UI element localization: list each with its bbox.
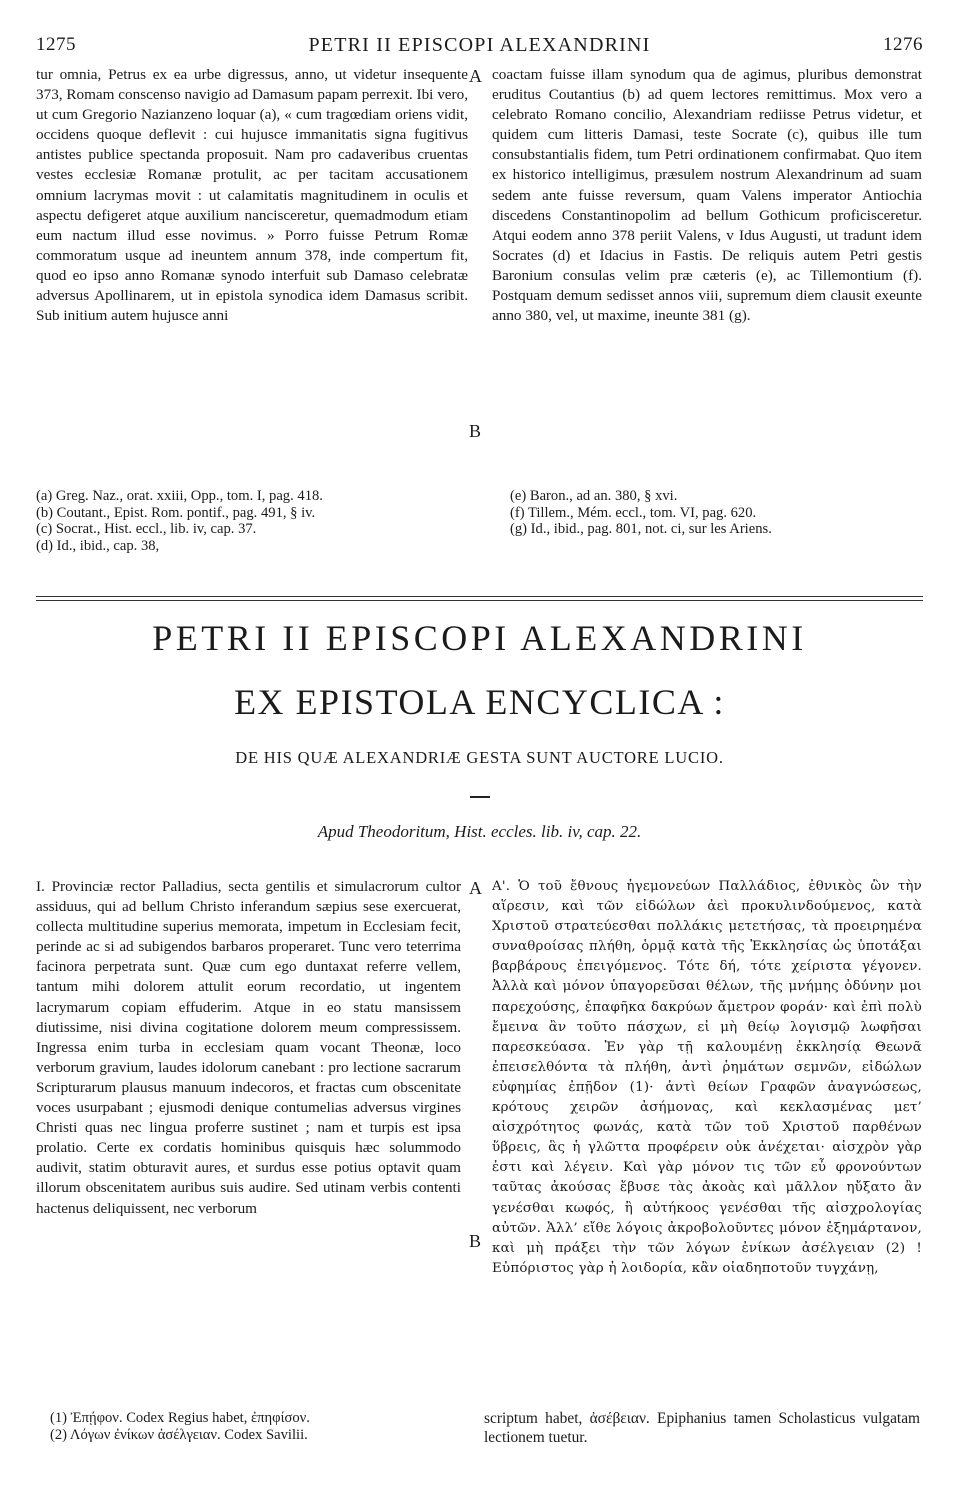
running-header [36,34,923,60]
upper-right-column [492,65,922,326]
latin-text: I. Provinciæ rector Palladius, secta gentilis et simulacrorum cultor assiduus, qui ad bellum Christo inferandum sæpius sese exercuerat, collecta multitudine superius memorata, impetum in Ecclesiam fecit, perinde ac si ad subigendos barbaros properaret. Tunc vero teterrima facinora perpetrata sunt. Quæ cum ego duntaxat referre vellem, tantum mihi dolorem attulit eorum recordatio, ut ingentem lacrymarum copiam effuderim. Atque in eo statu mansissem diutissime, nisi divina cogitatione dolorem meum compressissem. Ingressa enim turba in ecclesiam quam vocant Theonæ, loco verborum gravium, laudes idolorum canebant : pro lectione sacrarum Scripturarum plausus manuum indecoros, et fractas cum obscenitate voces usurpabant ; ejusmodi denique contumelias adversus virgines Christi quas nec lingua proferre sustinet ; nam et turpis est ipsa prolatio. Certe ex cordatis hominibus quisquis hæc solummodo audivit, statim obturavit aures, et surdus esse potius optavit quam illorum obscenitatem auribus suis audire. Sed utinam verbis contenti hactenus deliquissent, nec verborum [36,878,461,1217]
footnote: (a) Greg. Naz., orat. xxiii, Opp., tom. I, pag. 418. [36,488,323,504]
title-subject: DE HIS QUÆ ALEXANDRIÆ GESTA SUNT AUCTORE LUCIO. [235,748,724,767]
latin-column [36,877,461,1219]
upper-left-column [36,65,468,326]
title-dash [470,796,490,798]
greek-column [492,877,922,1279]
greek-text: Α'. Ὁ τοῦ ἔθνους ἡγεμονεύων Παλλάδιος, ἐθνικὸς ὢν τὴν αἵρεσιν, καὶ τῶν εἰδώλων ἀεὶ προκυλινδούμενος, κατὰ Χριστοῦ στρατεύεσθαι πολλάκις μετετήσας, τὰ προειρημένα συναθροίσας πλήθη, ὁρμᾷ κατὰ τῆς Ἐκκλησίας ὡς ὑποτάξαι βαρβάρους ἐπειγόμενος. Τότε δή, τότε χείριστα γέγονεν. Ἀλλὰ καὶ μόνον ὑπαγορεῦσαι θέλων, τῆς μνήμης ὀδύνην μοι παρεχούσης, ἐπαφῆκα δακρύων ἄμετρον φοράν· καὶ ἐπὶ πολὺ ἔμεινα ἂν τοῦτο πάσχων, εἰ μὴ θείῳ λογισμῷ λωφῆσαι παρεσκεύασα. Ἐν γὰρ τῇ καλουμένῃ ἐκκλησίᾳ Θεωνᾶ ἐπεισελθόντα τὰ πλήθη, ἀντὶ ῥημάτων σεμνῶν, εἰδώλων εὐφημίας ἐπῇδον (1)· ἀντὶ θείων Γραφῶν ἀναγνώσεως, κρότους χειρῶν ἀσήμονας, καὶ κεκλασμένας μετ’ αἰσχρότητος φωνάς, κατὰ τῶν τοῦ Χριστοῦ παρθένων ὕβρεις, ἃς ἡ γλῶττα προφέρειν οὐκ ἀνέχεται· αἰσχρὸν γὰρ ἐστι καὶ λέγειν. Καὶ γὰρ μόνον τις τῶν εὖ φρονούντων ταῦτας ἀκούσας ἔβυσε τὰς ἀκοὰς καὶ μᾶλλον ηὔξατο ἂν γενέσθαι κωφός, ἢ αὐτήκοος γενέσθαι τῆς αἰσχρολογίας αὐτῶν. Ἀλλ’ εἴθε λόγοις ἀκροβολοῦντες μόνον ἐξημάρτανον, καὶ μὴ πράξει τὴν τῶν λόγων ἐνίκων ἀσέλγειαν (2) ! Εὐπόριστος γὰρ ἡ λοιδορία, κἂν οἰαδηποτοῦν τυγχάνῃ, [492,879,922,1276]
title-author: PETRI II EPISCOPI ALEXANDRINI [152,618,807,658]
running-title: PETRI II EPISCOPI ALEXANDRINI [308,34,651,56]
separator-rule [36,600,923,601]
footnotes-right [510,488,920,538]
footnote: (c) Socrat., Hist. eccl., lib. iv, cap. 37. [36,521,257,537]
page-number-right: 1276 [883,34,923,55]
footnote-continuation: scriptum habet, ἀσέβειαν. Epiphanius tamen Scholasticus vulgatam lectionem tuetur. [484,1410,920,1446]
footnote: (g) Id., ibid., pag. 801, not. ci, sur les Ariens. [510,521,772,537]
page-number-left: 1275 [36,34,76,55]
title-work: EX EPISTOLA ENCYCLICA : [234,682,725,722]
section-mark-a-lower: A [469,878,482,898]
upper-left-text: tur omnia, Petrus ex ea urbe digressus, anno, ut videtur insequente 373, Romam conscenso navigio ad Damasum papam perrexit. Ibi vero, ut cum Gregorio Nazianzeno loquar (a), « cum tragœdiam oriens vidit, occidens quoque deflevit : cui hujusce immanitatis signa fugitivus antistes publice spectanda proposuit. Nam pro cadaveribus cruentas vestes ecclesiæ Romanæ protulit, ac per tacitam accusationem omnium lacrymas movit : ut calamitatis magnitudinem in oculis et aspectu defigeret atque auxilium nancisceretur, quemadmodum etiam eum nactum illud esse novimus. » Porro fuisse Petrum Romæ commoratum usque ad ineuntem annum 378, inde compertum fit, quod eo ipso anno Romanæ synodo interfuit sub Damaso celebratæ adversus Apollinarem, ut in epistola synodica idem Damasus scribit. Sub initium autem hujusce anni [36,66,468,325]
footnote: (f) Tillem., Mém. eccl., tom. VI, pag. 620. [510,504,757,521]
footnotes-left [36,488,466,554]
source-line [0,822,959,842]
separator-rule [36,596,923,597]
section-mark-a-upper: A [469,66,482,86]
section-mark-b-lower: B [469,1231,482,1251]
footnote: (e) Baron., ad an. 380, § xvi. [510,488,678,504]
source-citation: Apud Theodoritum, Hist. eccles. lib. iv, cap. 22. [317,822,642,841]
footnote: (d) Id., ibid., cap. 38, [36,537,160,554]
footnote: (b) Coutant., Epist. Rom. pontif., pag. 491, § iv. [36,504,316,521]
section-mark-b-upper: B [469,421,482,441]
footnote: (1) Ἐπῄφον. Codex Regius habet, ἐπηφίσον. [50,1410,310,1426]
upper-right-text: coactam fuisse illam synodum qua de agimus, pluribus demonstrat eruditus Coutantius (b) ad quem lectores remittimus. Mox vero a celebrato Romano concilio, Alexandriam rediisse Petrus videtur, et quidem cum litteris Damasi, teste Socrate (c), quibus ille tum consubstantialis fidem, tum Petri ordinationem confirmabat. Quo item ex historico intelligimus, præsulem nostrum Alexandrinum ad suam sedem ante fuisse reversum, quam Valens imperator Antiochia discedens Constantinopolim ad bellum Gothicum proficisceretur. Atqui eodem anno 378 periit Valens, v Idus Augusti, ut tradunt idem Socrates (d) et Idacius in Fastis. De reliquis autem Petri gestis Baronium consulas velim præ cæteris (e), ac Tillemontium (f). Postquam demum sedisset annos viii, supremum diem clausit exeunte anno 380, vel, ut maxime, ineunte 381 (g). [492,66,922,325]
greek-footnotes [50,1410,460,1443]
footnote: (2) Λόγων ἐνίκων ἀσέλγειαν. Codex Savilii. [50,1426,308,1443]
